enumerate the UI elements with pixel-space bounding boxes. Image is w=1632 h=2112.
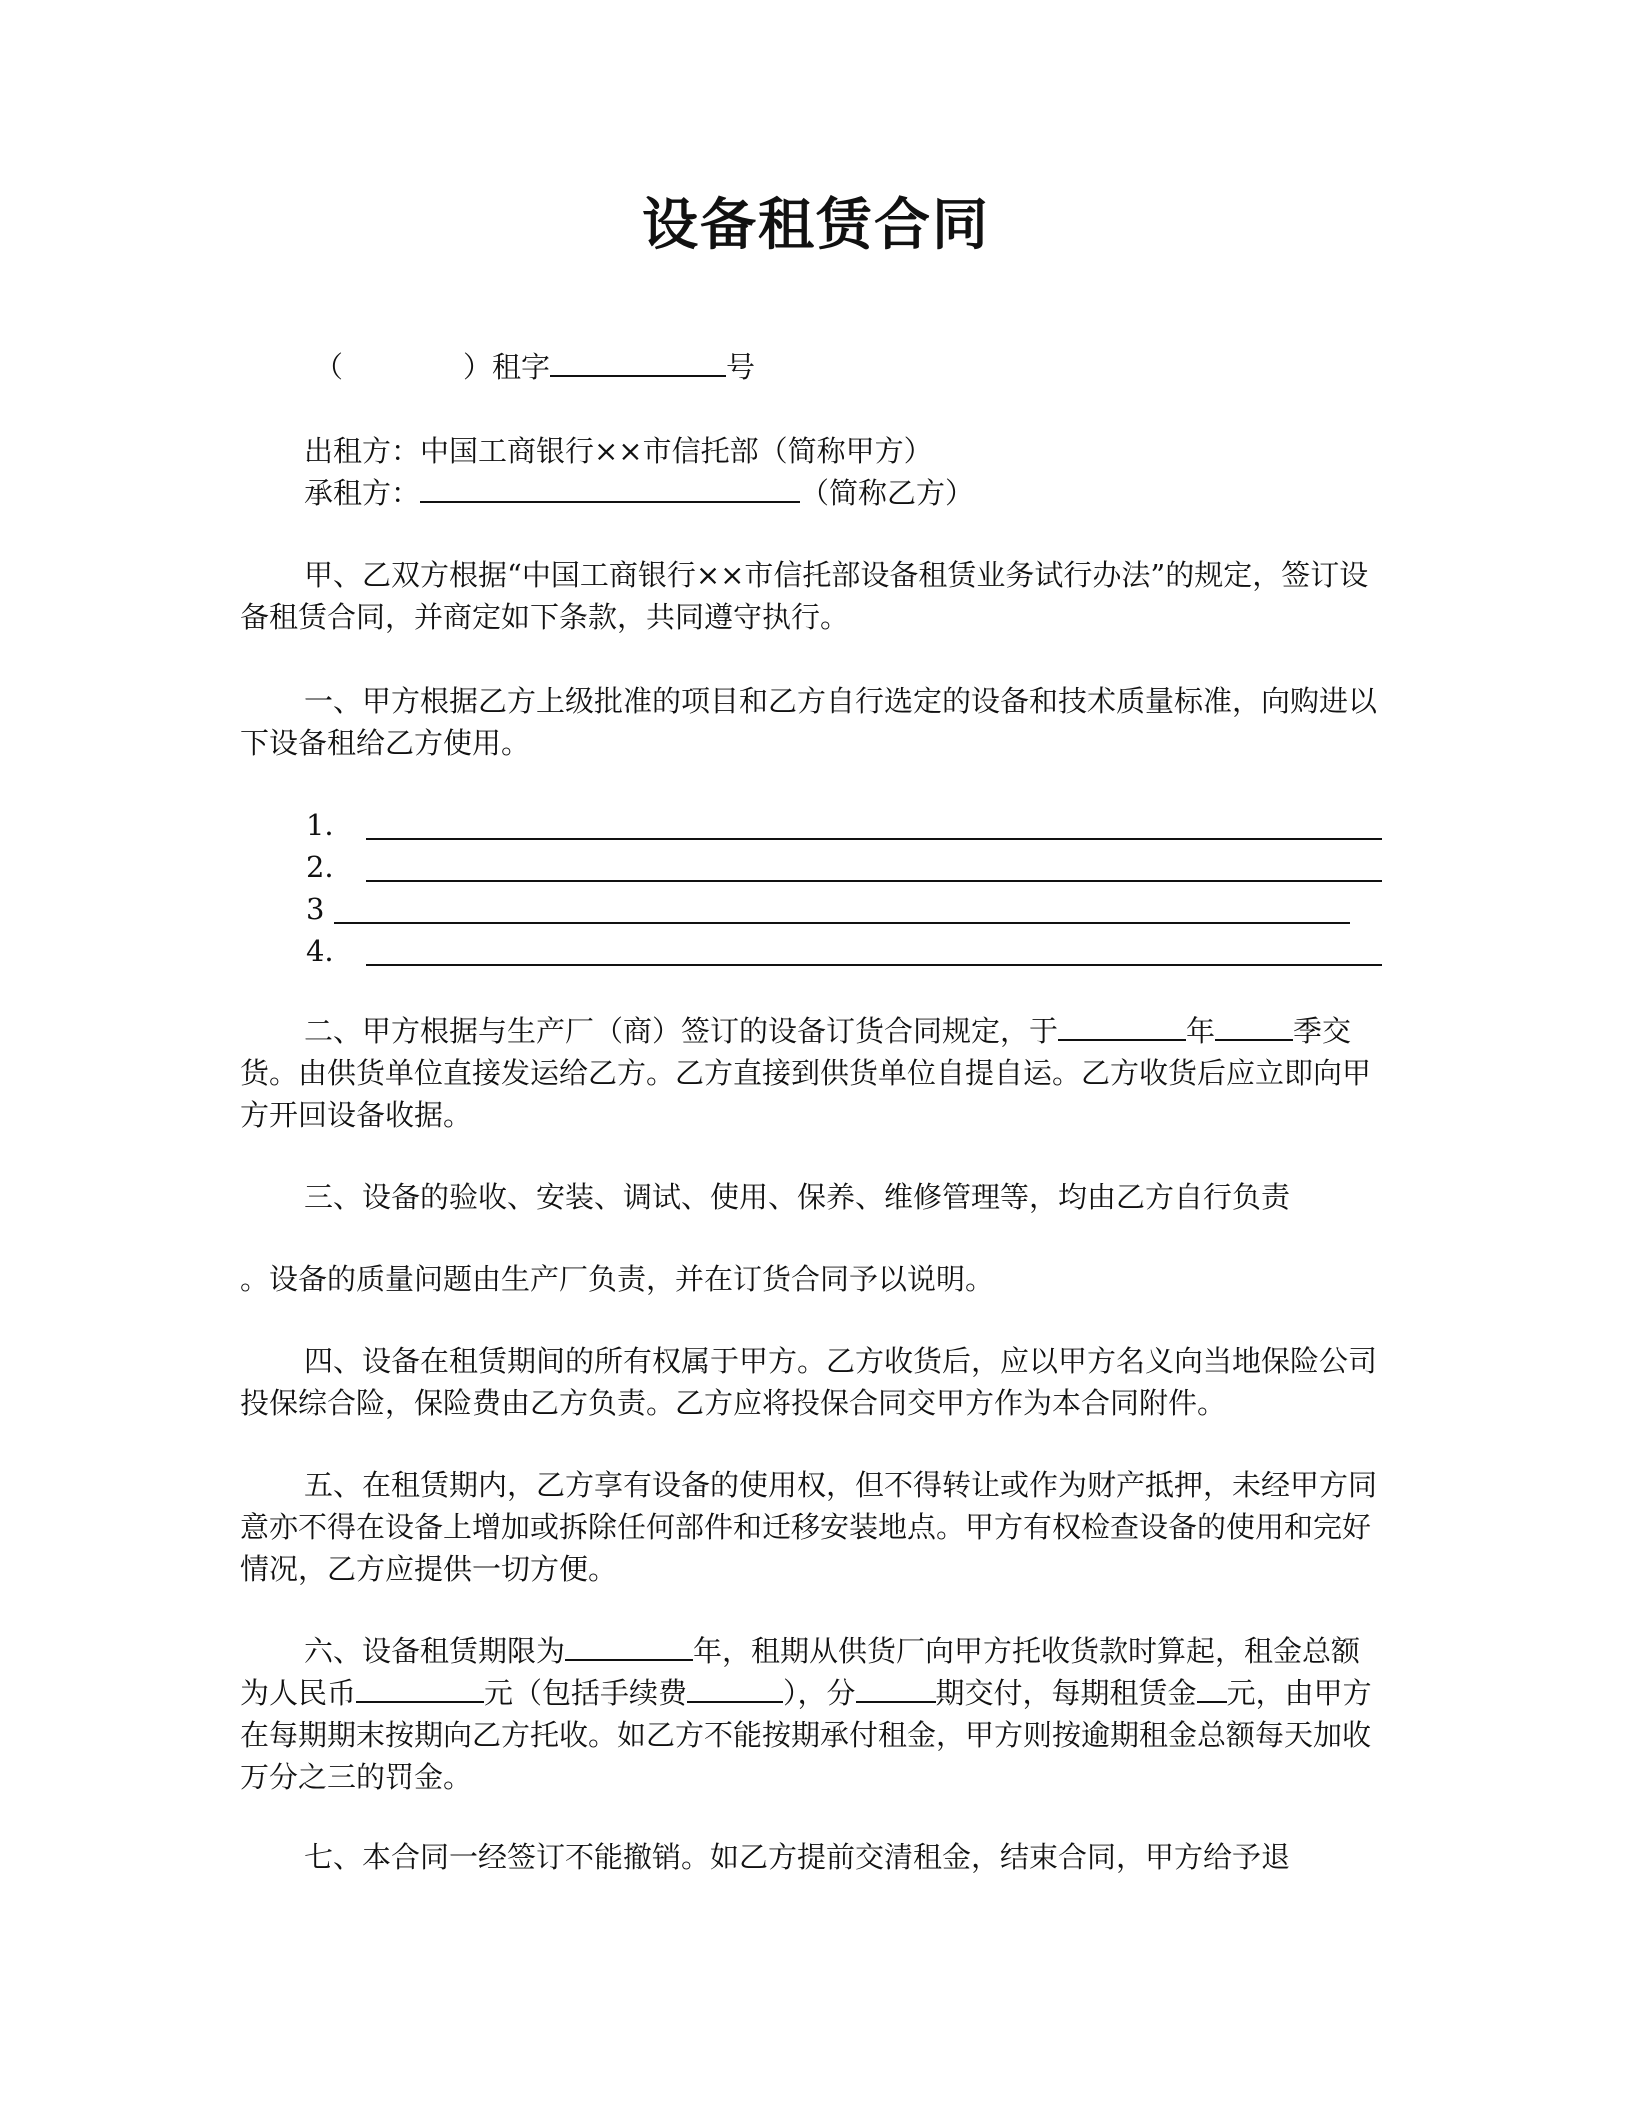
- clause-3-line-2: 。设备的质量问题由生产厂负责，并在订货合同予以说明。: [240, 1262, 995, 1296]
- item-2-label: 2．: [306, 850, 354, 884]
- clause-6-text-d: ），分: [783, 1676, 856, 1710]
- clause-2-text-a: 二、甲方根据与生产厂（商）签订的设备订货合同规定，于: [304, 1014, 1059, 1048]
- contract-number-label: ）租字: [463, 350, 551, 384]
- item-4-label: 4．: [306, 934, 354, 968]
- contract-number-line: [314, 346, 755, 388]
- item-3-blank[interactable]: [334, 922, 1350, 924]
- delivery-year-blank[interactable]: [1058, 1013, 1186, 1041]
- clause-2-text-c: 季交货。由供货单位直接发运给乙方。乙方直接到供货单位自提自运。乙方收货后应立即向甲方开回设备收据。: [240, 1014, 1372, 1132]
- clause-6-text-c: 元（包括手续费: [484, 1676, 688, 1710]
- item-3-label: 3: [306, 892, 325, 926]
- clause-5: [240, 1464, 1380, 1590]
- lessee-prefix: 承租方：: [304, 476, 421, 510]
- clause-5-text: 五、在租赁期内，乙方享有设备的使用权，但不得转让或作为财产抵押，未经甲方同意亦不得在设备上增加或拆除任何部件和迁移安装地点。甲方有权检查设备的使用和完好情况，乙方应提供一切方便。: [240, 1468, 1378, 1586]
- installment-amount-blank[interactable]: [1197, 1675, 1227, 1703]
- clause-6-text-a: 六、设备租赁期限为: [304, 1634, 566, 1668]
- clause-1-text: 一、甲方根据乙方上级批准的项目和乙方自行选定的设备和技术质量标准，向购进以下设备租给乙方使用。: [240, 684, 1378, 760]
- clause-2: [240, 1010, 1380, 1136]
- lease-term-blank[interactable]: [565, 1633, 693, 1661]
- clause-6-text-f: 元，由甲方在每期期末按期向乙方托收。如乙方不能按期承付租金，甲方则按逾期租金总额每天加收万分之三的罚金。: [240, 1676, 1372, 1794]
- lessee-name-blank[interactable]: [420, 475, 800, 503]
- document-title: 设备租赁合同: [642, 193, 990, 258]
- contract-number-blank[interactable]: [550, 349, 726, 377]
- total-rent-blank[interactable]: [356, 1675, 484, 1703]
- clause-1: [240, 680, 1380, 764]
- clause-2-text-b: 年: [1186, 1014, 1216, 1048]
- handling-fee-blank[interactable]: [687, 1675, 783, 1703]
- item-1-label: 1．: [306, 808, 354, 842]
- delivery-quarter-blank[interactable]: [1215, 1013, 1293, 1041]
- intro-text: 甲、乙双方根据“中国工商银行××市信托部设备租赁业务试行办法”的规定，签订设备租赁合同，并商定如下条款，共同遵守执行。: [240, 558, 1369, 634]
- item-2-blank[interactable]: [366, 880, 1382, 882]
- clause-3-line-1: 三、设备的验收、安装、调试、使用、保养、维修管理等，均由乙方自行负责: [304, 1180, 1291, 1214]
- contract-number-suffix: 号: [726, 350, 756, 384]
- equipment-item-2: [306, 846, 353, 888]
- clause-6-text-b: 年，租期从供货厂向甲方托收货款时算起，租金总额为人民币: [240, 1634, 1361, 1710]
- equipment-item-4: [306, 930, 353, 972]
- item-4-blank[interactable]: [366, 964, 1382, 966]
- clause-6: [240, 1630, 1380, 1798]
- intro-paragraph: [240, 554, 1380, 638]
- lessor-line: 出租方：中国工商银行××市信托部（简称甲方）: [304, 434, 933, 468]
- installments-blank[interactable]: [856, 1675, 936, 1703]
- lessee-line: [304, 472, 974, 514]
- item-1-blank[interactable]: [366, 838, 1382, 840]
- contract-number-open: （: [314, 350, 344, 384]
- lessee-suffix: （简称乙方）: [800, 476, 975, 510]
- clause-7-line: 七、本合同一经签订不能撤销。如乙方提前交清租金，结束合同，甲方给予退: [304, 1840, 1291, 1874]
- clause-4: [240, 1340, 1380, 1424]
- clause-6-text-e: 期交付，每期租赁金: [935, 1676, 1197, 1710]
- clause-4-text: 四、设备在租赁期间的所有权属于甲方。乙方收货后，应以甲方名义向当地保险公司投保综合险，保险费由乙方负责。乙方应将投保合同交甲方作为本合同附件。: [240, 1344, 1378, 1420]
- equipment-item-1: [306, 804, 353, 846]
- equipment-item-3: [306, 888, 324, 930]
